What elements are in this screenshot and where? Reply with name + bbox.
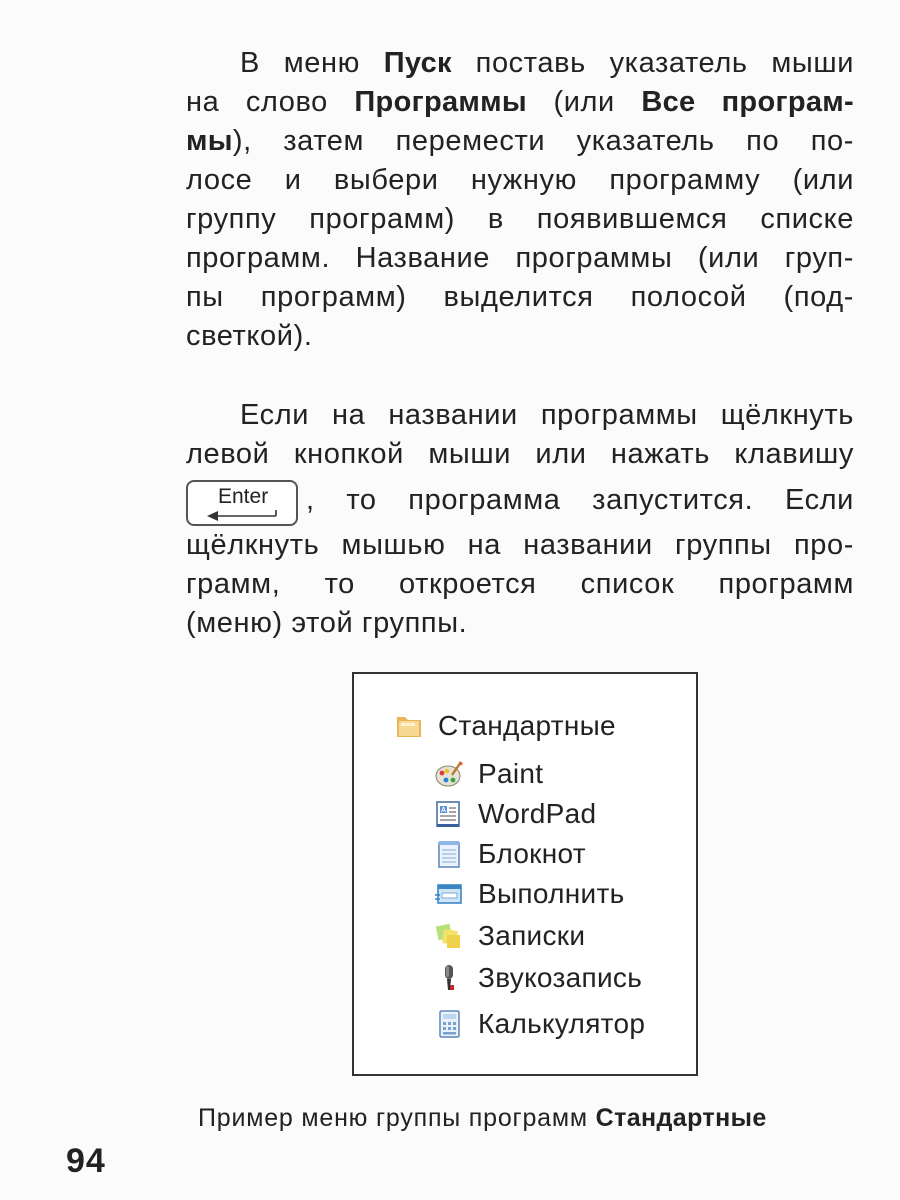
text-line: грамм, то откроется список программ [186, 568, 854, 600]
menu-item-paint[interactable] [434, 758, 543, 790]
paragraph-launch-program [186, 396, 854, 643]
enter-key-label: Enter [218, 485, 269, 508]
menu-item-label: Блокнот [478, 838, 586, 869]
menu-item-label: Paint [478, 758, 544, 789]
term-start: Пуск [383, 47, 452, 79]
caption-bold-term: Стандартные [595, 1104, 767, 1132]
menu-item-sound-recorder[interactable] [434, 962, 642, 994]
menu-item-notepad[interactable] [434, 838, 586, 870]
page-number: 94 [66, 1142, 106, 1180]
menu-item-calculator[interactable] [434, 1008, 645, 1040]
text-line: группу программ) в появившемся списке [186, 203, 854, 235]
return-arrow-icon [206, 508, 278, 522]
menu-item-sticky-notes[interactable] [434, 920, 585, 952]
menu-item-label: Записки [478, 920, 586, 951]
accessories-menu [352, 672, 698, 1076]
wordpad-icon [434, 799, 464, 829]
folder-icon [394, 711, 424, 741]
menu-item-wordpad[interactable] [434, 798, 596, 830]
enter-key-icon [186, 480, 298, 526]
text-line: Если на названии программы щёлкнуть [240, 399, 854, 431]
sticky-notes-icon [434, 921, 464, 951]
text-line: мы), затем перемести указатель по по- [186, 125, 854, 157]
term-all-programs-end: мы [186, 125, 233, 157]
term-programs: Программы [354, 86, 527, 118]
menu-item-run[interactable] [434, 878, 624, 910]
paragraph-start-menu [186, 44, 854, 356]
text-line: на слово Программы (или Все програм- [186, 86, 854, 118]
sound-recorder-icon [434, 963, 464, 993]
menu-item-label: WordPad [478, 798, 597, 829]
svg-text:A: A [441, 807, 447, 814]
figure-caption: Пример меню группы программ Стандартные [198, 1104, 767, 1132]
notepad-icon [434, 839, 464, 869]
text-line: щёлкнуть мышью на названии группы про- [186, 529, 854, 561]
menu-group-accessories[interactable] [394, 710, 616, 742]
paint-icon [434, 759, 464, 789]
text-line-with-key: Enter , то программа запустится. Если [186, 474, 854, 526]
text-line: программ. Название программы (или груп- [186, 242, 854, 274]
text-line: (меню) этой группы. [186, 607, 468, 639]
calculator-icon [434, 1009, 464, 1039]
text-line: В меню Пуск поставь указатель мыши [240, 47, 854, 79]
run-icon [434, 879, 464, 909]
text-line: левой кнопкой мыши или нажать клавишу [186, 438, 854, 470]
text-line: лосе и выбери нужную программу (или [186, 164, 854, 196]
menu-item-label: Калькулятор [478, 1008, 646, 1039]
text-line: светкой). [186, 320, 313, 352]
menu-group-label: Стандартные [438, 710, 616, 741]
menu-item-label: Выполнить [478, 878, 625, 909]
menu-item-label: Звукозапись [478, 962, 643, 993]
text-line: пы программ) выделится полосой (под- [186, 281, 854, 313]
term-all-programs: Все програм- [641, 86, 854, 118]
